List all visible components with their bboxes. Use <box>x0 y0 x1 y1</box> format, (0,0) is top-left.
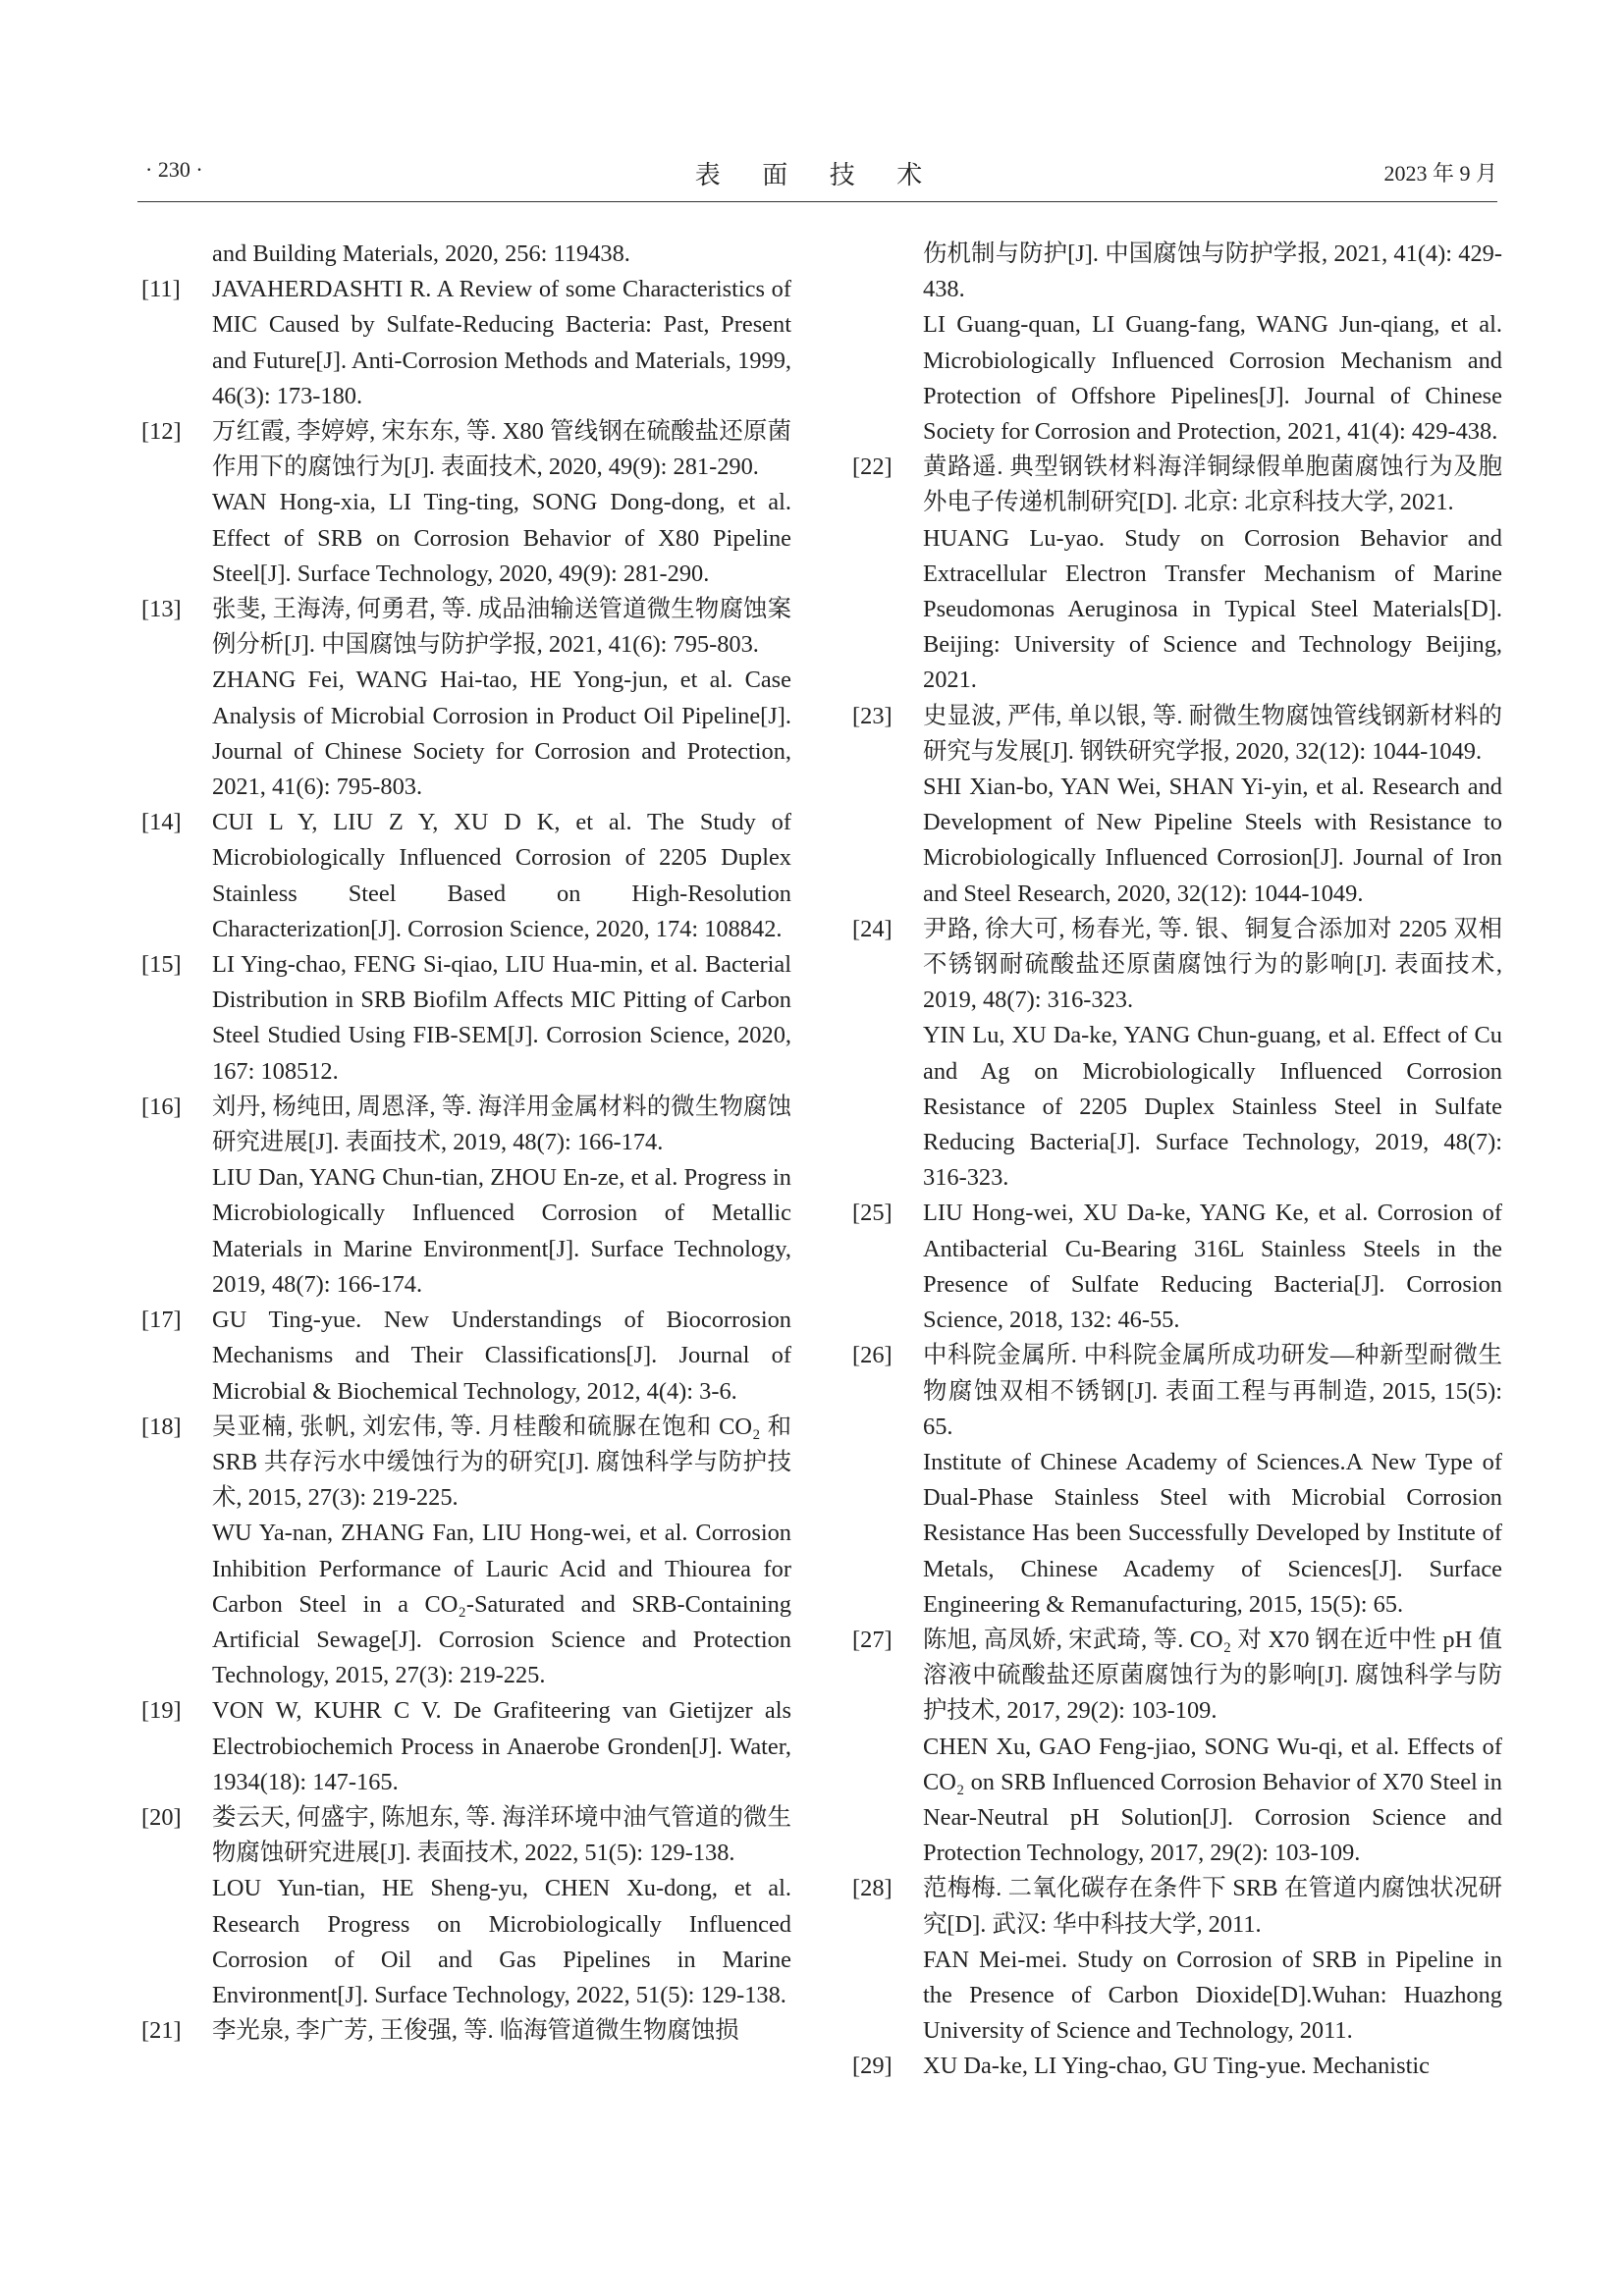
reference-number: [11] <box>141 276 181 303</box>
reference-text-zh: 李光泉, 李广芳, 王俊强, 等. 临海管道微生物腐蚀损 <box>212 2017 739 2045</box>
reference-text-zh: 伤机制与防护[J]. 中国腐蚀与防护学报, 2021, 41(4): 429-438. <box>923 240 1502 303</box>
reference-text-zh: 娄云天, 何盛宇, 陈旭东, 等. 海洋环境中油气管道的微生物腐蚀研究进展[J]. 表面技术, 2022, 51(5): 129-138. <box>212 1803 791 1867</box>
reference-item <box>848 450 1502 698</box>
issue-date: 2023 年 9 月 <box>1383 161 1497 186</box>
reference-item <box>137 1090 791 1303</box>
reference-item <box>848 1623 1502 1871</box>
reference-number: [26] <box>852 1342 893 1369</box>
reference-number: [27] <box>852 1626 893 1653</box>
reference-text-en: LOU Yun-tian, HE Sheng-yu, CHEN Xu-dong, et al. Research Progress on Microbiologically Influenced Corrosion of Oil and Gas Pipelines in Marine Environment[J]. Surface Technology, 2022, 51(5): 129-138. <box>212 1875 791 2008</box>
reference-text-zh: 万红霞, 李婷婷, 宋东东, 等. X80 管线钢在硫酸盐还原菌作用下的腐蚀行为[J]. 表面技术, 2020, 49(9): 281-290. <box>212 418 791 481</box>
reference-text-zh: 吴亚楠, 张帆, 刘宏伟, 等. 月桂酸和硫脲在饱和 CO₂ 和 SRB 共存污水中缓蚀行为的研究[J]. 腐蚀科学与防护技术, 2015, 27(3): 219-225. <box>212 1413 791 1512</box>
reference-text-zh: 张斐, 王海涛, 何勇君, 等. 成品油输送管道微生物腐蚀案例分析[J]. 中国腐蚀与防护学报, 2021, 41(6): 795-803. <box>212 596 791 659</box>
reference-text-en: CHEN Xu, GAO Feng-jiao, SONG Wu-qi, et al. Effects of CO₂ on SRB Influenced Corrosion Behavior of X70 Steel in Near-Neutral pH Solution[J]. Corrosion Science and Protection Technology, 2017, 29(2): 103-109. <box>923 1733 1502 1867</box>
reference-item <box>137 805 791 947</box>
reference-item <box>137 1800 791 2013</box>
reference-item <box>137 237 791 272</box>
reference-item <box>848 912 1502 1197</box>
reference-item <box>848 1338 1502 1623</box>
reference-number: [22] <box>852 454 893 481</box>
reference-text-en: GU Ting-yue. New Understandings of Biocorrosion Mechanisms and Their Classifications[J]. Journal of Microbial & Biochemical Technology, 2012, 4(4): 3-6. <box>212 1307 791 1405</box>
reference-column-left <box>137 237 791 2049</box>
reference-item <box>137 947 791 1090</box>
reference-text-en: XU Da-ke, LI Ying-chao, GU Ting-yue. Mechanistic <box>923 2053 1430 2080</box>
reference-number: [16] <box>141 1093 182 1120</box>
reference-text-zh: 史显波, 严伟, 单以银, 等. 耐微生物腐蚀管线钢新材料的研究与发展[J]. 钢铁研究学报, 2020, 32(12): 1044-1049. <box>923 702 1502 765</box>
page-number: · 230 · <box>145 157 203 182</box>
reference-text-zh: 刘丹, 杨纯田, 周恩泽, 等. 海洋用金属材料的微生物腐蚀研究进展[J]. 表面技术, 2019, 48(7): 166-174. <box>212 1093 791 1156</box>
reference-number: [20] <box>141 1803 182 1831</box>
reference-text-zh: 黄路遥. 典型钢铁材料海洋铜绿假单胞菌腐蚀行为及胞外电子传递机制研究[D]. 北京: 北京科技大学, 2021. <box>923 454 1502 516</box>
reference-text-en: JAVAHERDASHTI R. A Review of some Characteristics of MIC Caused by Sulfate-Reducing Bacteria: Past, Present and Future[J]. Anti-Corrosion Methods and Materials, 1999, 46(3): 173-180. <box>212 276 791 409</box>
reference-number: [15] <box>141 951 182 979</box>
reference-text-zh: 陈旭, 高凤娇, 宋武琦, 等. CO₂ 对 X70 钢在近中性 pH 值溶液中硫酸盐还原菌腐蚀行为的影响[J]. 腐蚀科学与防护技术, 2017, 29(2): 103-109. <box>923 1626 1502 1725</box>
reference-number: [18] <box>141 1413 182 1440</box>
reference-text-en: LIU Hong-wei, XU Da-ke, YANG Ke, et al. Corrosion of Antibacterial Cu-Bearing 316L Stainless Steels in the Presence of Sulfate Reducing Bacteria[J]. Corrosion Science, 2018, 132: 46-55. <box>923 1200 1502 1334</box>
reference-item <box>848 1871 1502 2049</box>
page-header <box>137 155 1497 194</box>
reference-number: [28] <box>852 1875 893 1902</box>
reference-number: [24] <box>852 915 893 942</box>
reference-item <box>848 699 1502 912</box>
reference-text-en: WAN Hong-xia, LI Ting-ting, SONG Dong-dong, et al. Effect of SRB on Corrosion Behavior of X80 Pipeline Steel[J]. Surface Technology, 2020, 49(9): 281-290. <box>212 489 791 587</box>
journal-title: 表 面 技 术 <box>694 161 941 189</box>
reference-item <box>137 1303 791 1410</box>
reference-text-en: LIU Dan, YANG Chun-tian, ZHOU En-ze, et al. Progress in Microbiologically Influenced Corrosion of Metallic Materials in Marine Environment[J]. Surface Technology, 2019, 48(7): 166-174. <box>212 1164 791 1298</box>
reference-item <box>137 414 791 592</box>
reference-text-en: LI Ying-chao, FENG Si-qiao, LIU Hua-min, et al. Bacterial Distribution in SRB Biofilm Affects MIC Pitting of Carbon Steel Studied Using FIB-SEM[J]. Corrosion Science, 2020, 167: 108512. <box>212 951 791 1085</box>
reference-number: [14] <box>141 809 182 836</box>
reference-number: [29] <box>852 2053 893 2080</box>
reference-item <box>137 592 791 805</box>
reference-text-en: and Building Materials, 2020, 256: 119438. <box>212 240 630 267</box>
reference-text-zh: 尹路, 徐大可, 杨春光, 等. 银、铜复合添加对 2205 双相不锈钢耐硫酸盐还原菌腐蚀行为的影响[J]. 表面技术, 2019, 48(7): 316-323. <box>923 915 1502 1014</box>
reference-item <box>137 272 791 414</box>
reference-text-en: WU Ya-nan, ZHANG Fan, LIU Hong-wei, et al. Corrosion Inhibition Performance of Lauric Acid and Thiourea for Carbon Steel in a CO₂-Saturated and SRB-Containing Artificial Sewage[J]. Corrosion Science and Protection Technology, 2015, 27(3): 219-225. <box>212 1520 791 1689</box>
reference-number: [19] <box>141 1697 182 1725</box>
reference-item <box>848 2049 1502 2084</box>
reference-text-en: LI Guang-quan, LI Guang-fang, WANG Jun-qiang, et al. Microbiologically Influenced Corrosion Mechanism and Protection of Offshore Pipelines[J]. Journal of Chinese Society for Corrosion and Protection, 2021, 41(4): 429-438. <box>923 311 1502 446</box>
reference-text-en: SHI Xian-bo, YAN Wei, SHAN Yi-yin, et al. Research and Development of New Pipeline Steels with Resistance to Microbiologically Influenced Corrosion[J]. Journal of Iron and Steel Research, 2020, 32(12): 1044-1049. <box>923 774 1502 907</box>
reference-number: [12] <box>141 418 182 446</box>
reference-number: [17] <box>141 1307 182 1334</box>
reference-number: [21] <box>141 2017 182 2045</box>
reference-number: [25] <box>852 1200 893 1227</box>
reference-text-zh: 范梅梅. 二氧化碳存在条件下 SRB 在管道内腐蚀状况研究[D]. 武汉: 华中科技大学, 2011. <box>923 1875 1502 1938</box>
reference-column-right <box>848 237 1502 2085</box>
reference-item <box>137 2013 791 2049</box>
reference-item <box>137 1410 791 1694</box>
reference-item <box>848 237 1502 450</box>
reference-text-en: CUI L Y, LIU Z Y, XU D K, et al. The Study of Microbiologically Influenced Corrosion of 2205 Duplex Stainless Steel Based on High-Resolution Characterization[J]. Corrosion Science, 2020, 174: 108842. <box>212 809 791 942</box>
reference-text-en: HUANG Lu-yao. Study on Corrosion Behavior and Extracellular Electron Transfer Mechanism of Marine Pseudomonas Aeruginosa in Typical Steel Materials[D]. Beijing: University of Science and Technology Beijing, 2021. <box>923 524 1502 694</box>
reference-text-en: VON W, KUHR C V. De Grafiteering van Gietijzer als Electrobiochemich Process in Anaerobe Gronden[J]. Water, 1934(18): 147-165. <box>212 1697 791 1795</box>
reference-text-zh: 中科院金属所. 中科院金属所成功研发—种新型耐微生物腐蚀双相不锈钢[J]. 表面工程与再制造, 2015, 15(5): 65. <box>923 1342 1502 1440</box>
reference-number: [13] <box>141 596 182 623</box>
reference-text-en: Institute of Chinese Academy of Sciences.A New Type of Dual-Phase Stainless Steel with Microbial Corrosion Resistance Has been Successfully Developed by Institute of Metals, Chinese Academy of Sciences[J]. Surface Engineering & Remanufacturing, 2015, 15(5): 65. <box>923 1448 1502 1618</box>
reference-text-en: ZHANG Fei, WANG Hai-tao, HE Yong-jun, et al. Case Analysis of Microbial Corrosion in Product Oil Pipeline[J]. Journal of Chinese Society for Corrosion and Protection, 2021, 41(6): 795-803. <box>212 667 791 801</box>
reference-text-en: YIN Lu, XU Da-ke, YANG Chun-guang, et al. Effect of Cu and Ag on Microbiologically Influenced Corrosion Resistance of 2205 Duplex Stainless Steel in Sulfate Reducing Bacteria[J]. Surface Technology, 2019, 48(7): 316-323. <box>923 1022 1502 1192</box>
header-divider <box>137 201 1497 202</box>
reference-item <box>137 1693 791 1800</box>
reference-number: [23] <box>852 702 893 729</box>
reference-text-en: FAN Mei-mei. Study on Corrosion of SRB in Pipeline in the Presence of Carbon Dioxide[D].Wuhan: Huazhong University of Science and Technology, 2011. <box>923 1946 1502 2045</box>
reference-item <box>848 1196 1502 1338</box>
